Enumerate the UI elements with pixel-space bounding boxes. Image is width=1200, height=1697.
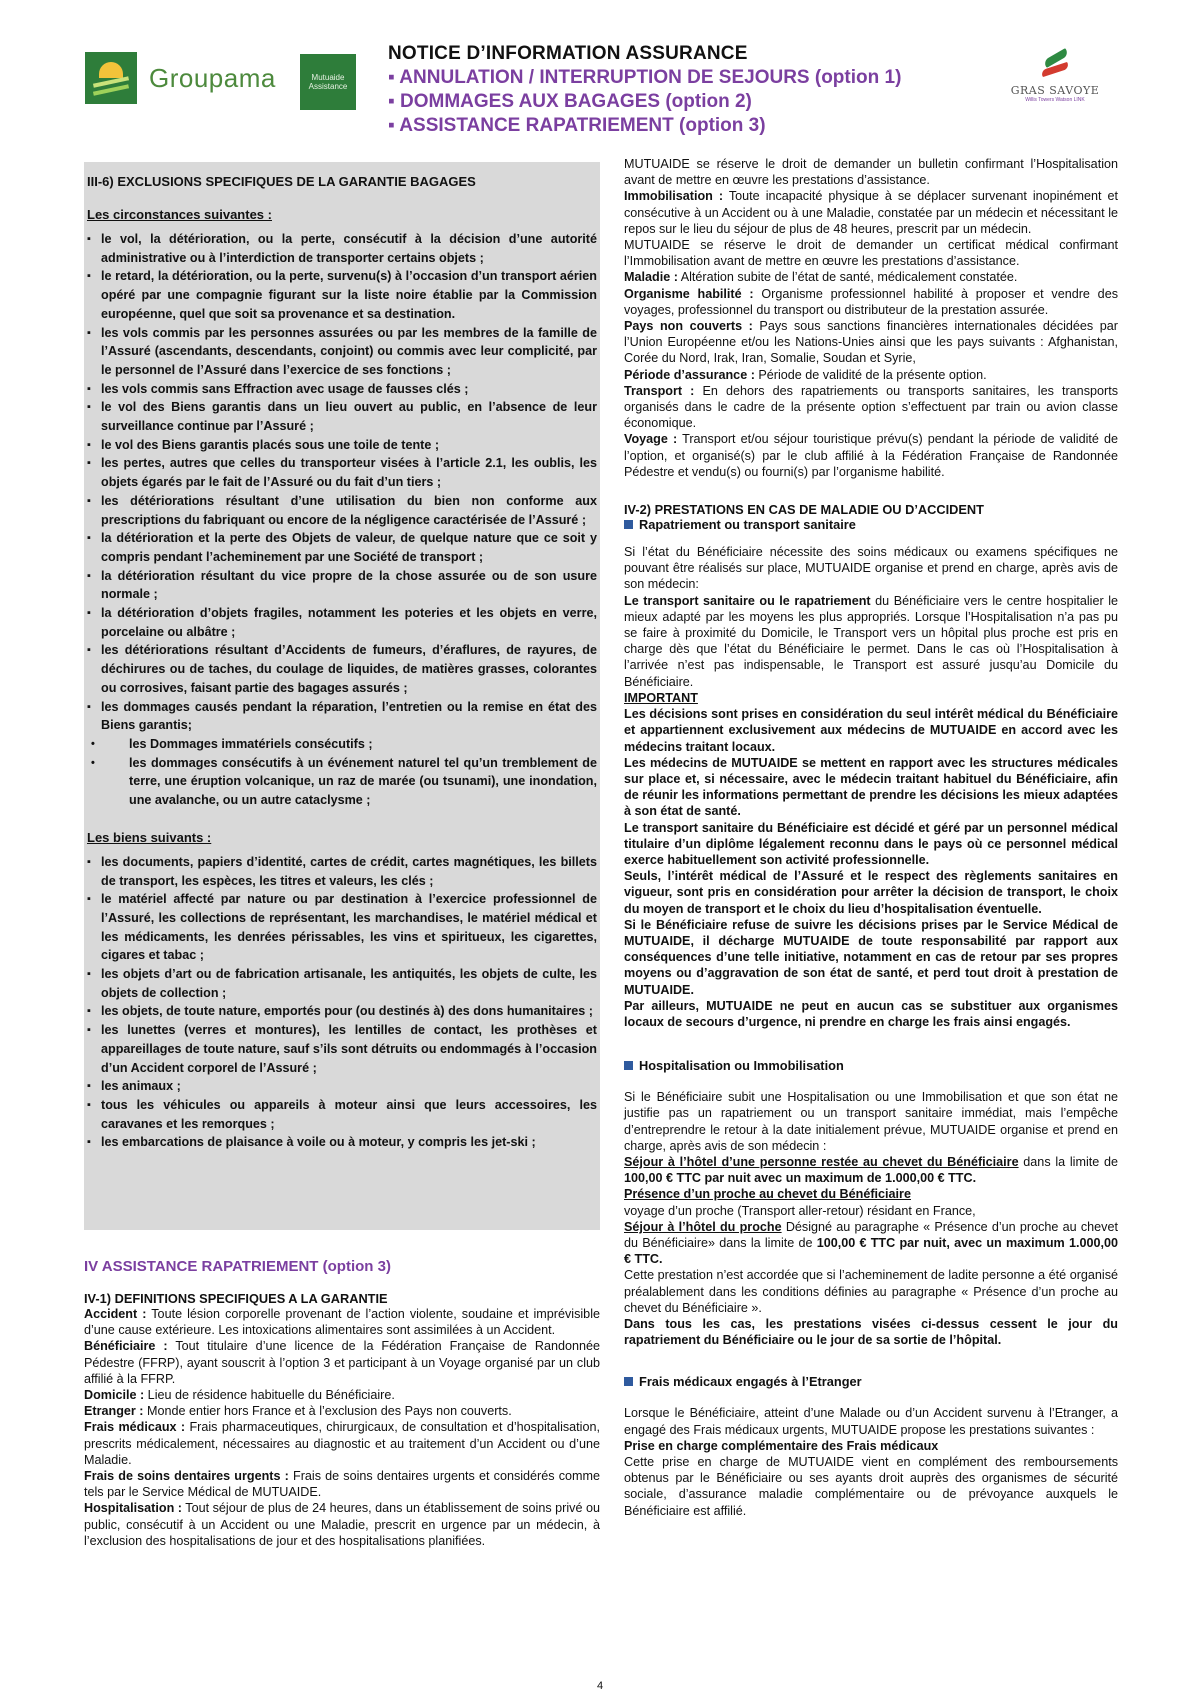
list-item: ▪ les pertes, autres que celles du transporteur visées à l’article 2.1, les oublis, les objets égarés par le fait de l’Assuré ou du fait d’un tiers ; bbox=[87, 454, 597, 491]
groupama-emblem-icon bbox=[85, 52, 137, 104]
gras-savoye-logo bbox=[995, 52, 1115, 103]
definition-term: Bénéficiaire : bbox=[84, 1339, 168, 1354]
definition-text: Monde entier hors France et à l’exclusion des Pays non couverts. bbox=[143, 1404, 512, 1419]
hotel-stay-item: Séjour à l’hôtel d’une personne restée au chevet du Bénéficiaire dans la limite de 100,00 € TTC par nuit avec un maximum de 1.000,00 € TTC. bbox=[624, 1154, 1118, 1186]
important-paragraph: Par ailleurs, MUTUAIDE ne peut en aucun cas se substituer aux organismes locaux de secours d’urgence, ni prendre en charge les frais ainsi engagés. bbox=[624, 998, 1118, 1029]
repatriation-heading: Rapatriement ou transport sanitaire bbox=[624, 517, 1118, 532]
definition-item bbox=[84, 1403, 600, 1419]
gras-savoye-emblem-icon bbox=[1035, 52, 1075, 80]
definition-term: Frais de soins dentaires urgents : bbox=[84, 1469, 289, 1484]
medical-costs-intro: Lorsque le Bénéficiaire, atteint d’une Malade ou d’un Accident survenu à l’Etranger, a engagé des Frais médicaux urgents, MUTUAIDE propose les prestations suivantes : bbox=[624, 1406, 1118, 1437]
circumstances-list bbox=[87, 230, 597, 810]
definition-text: Frais de soins dentaires urgents et considérés comme tels par le Service Médical de MUTUAIDE. bbox=[84, 1469, 600, 1500]
definition-term: Organisme habilité : bbox=[624, 286, 754, 301]
definition-item bbox=[84, 1306, 600, 1338]
relative-presence-text: voyage d’un proche (Transport aller-retour) résidant en France, bbox=[624, 1203, 976, 1218]
right-column bbox=[624, 156, 1118, 1519]
definition-term: Frais médicaux : bbox=[84, 1420, 186, 1435]
important-paragraph: Les décisions sont prises en considération du seul intérêt médical du Bénéficiaire et appartiennent exclusivement aux médecins de MUTUAIDE en accord avec les médecins traitant locaux. bbox=[624, 707, 1118, 754]
definition-term: Etranger : bbox=[84, 1404, 144, 1419]
definition-item bbox=[624, 286, 1118, 318]
list-item: ▪ les animaux ; bbox=[87, 1077, 597, 1096]
page-header bbox=[0, 0, 1200, 140]
definition-term: Domicile : bbox=[84, 1388, 145, 1403]
list-item: ▪ le vol, la détérioration, ou la perte, consécutif à la décision d’une autorité administrative ou à l’interdiction de transporter certains objets ; bbox=[87, 230, 597, 267]
definition-item bbox=[624, 318, 1118, 367]
subtitle-option-1: ▪ ANNULATION / INTERRUPTION DE SEJOURS (option 1) bbox=[388, 67, 902, 88]
important-paragraph: Si le Bénéficiaire refuse de suivre les décisions prises par le Service Médical de MUTUAIDE, il décharge MUTUAIDE de toute responsabilité par rapport aux conséquences d’une telle initiative, notamment en cas de retour par ses propres moyens ou d’aggravation de son état de santé, et perd tout droit à prestation de MUTUAIDE. bbox=[624, 917, 1118, 997]
list-item: ▪ les détériorations résultant d’Accidents de fumeurs, d’éraflures, de rayures, de déchirures ou de taches, du coulage de liquides, de matières grasses, colorantes ou corrosives, faisant partie des bagages assurés ; bbox=[87, 641, 597, 697]
definition-item bbox=[84, 1468, 600, 1500]
list-item: ▪ les objets, de toute nature, emportés pour (ou destinés à) des dons humanitaires ; bbox=[87, 1002, 597, 1021]
list-item: ▪ le vol des Biens garantis dans un lieu ouvert au public, en l’absence de leur surveillance continue par l’Assuré ; bbox=[87, 398, 597, 435]
section-iv1-title: IV-1) DEFINITIONS SPECIFIQUES A LA GARANTIE bbox=[84, 1291, 388, 1306]
list-item: ▪ les vols commis sans Effraction avec usage de fausses clés ; bbox=[87, 380, 597, 399]
medical-costs-heading: Frais médicaux engagés à l’Etranger bbox=[624, 1374, 1118, 1389]
list-item: ▪ le matériel affecté par nature ou par destination à l’exercice professionnel de l’Assuré, les collections de représentant, les marchandises, le matériel médical et les médicaments, les denrées périssables, les vins et spiritueux, les cigarettes, cigares et tabac ; bbox=[87, 890, 597, 965]
list-item: ▪ les lunettes (verres et montures), les lentilles de contact, les prothèses et appareillages de toute nature, sauf s’ils sont détruits ou endommagés à l’occasion d’un Accident corporel de l’Assuré ; bbox=[87, 1021, 597, 1077]
definition-item bbox=[84, 1419, 600, 1468]
subtitle-option-3: ▪ ASSISTANCE RAPATRIEMENT (option 3) bbox=[388, 115, 766, 136]
definition-item bbox=[84, 1500, 600, 1549]
medical-costs-subtitle: Prise en charge complémentaire des Frais médicaux bbox=[624, 1438, 939, 1453]
definition-item bbox=[624, 383, 1118, 432]
definition-text: Lieu de résidence habituelle du Bénéficiaire. bbox=[144, 1388, 395, 1403]
section-iv-title: IV ASSISTANCE RAPATRIEMENT (option 3) bbox=[84, 1258, 391, 1275]
definition-item bbox=[624, 431, 1118, 480]
list-item: • les Dommages immatériels consécutifs ; bbox=[87, 735, 597, 754]
definition-term: Hospitalisation : bbox=[84, 1501, 182, 1516]
bullet-square-icon bbox=[624, 520, 633, 529]
definition-text: MUTUAIDE se réserve le droit de demander un bulletin confirmant l’Hospitalisation avant de mettre en œuvre les prestations d’assistance. bbox=[624, 157, 1118, 188]
list-item: • les dommages consécutifs à un événement naturel tel qu’un tremblement de terre, une éruption volcanique, un raz de marée (ou tsunami), une inondation, une avalanche, ou un autre cataclysme ; bbox=[87, 754, 597, 810]
definition-text: Altération subite de l’état de santé, médicalement constatée. bbox=[677, 270, 1018, 285]
definition-text: Toute incapacité physique à se déplacer survenant inopinément et consécutive à un Accident ou à une Maladie, constatée par un médecin et nécessitant le repos sur le lieu du séjour de plus de 48 heures, prescrit par un médecin. bbox=[624, 189, 1118, 236]
gras-savoye-tagline: Willis Towers Watson LINK bbox=[1025, 97, 1085, 103]
definitions-list bbox=[84, 1306, 600, 1549]
definition-item bbox=[84, 1338, 600, 1387]
definition-term: Immobilisation : bbox=[624, 189, 724, 204]
goods-list bbox=[87, 853, 597, 1152]
list-item: ▪ les objets d’art ou de fabrication artisanale, les antiquités, les objets de culte, les objets de collection ; bbox=[87, 965, 597, 1002]
hospitalisation-condition: Cette prestation n’est accordée que si l’acheminement de ladite personne a été organisé préalablement dans les conditions définies au paragraphe « Présence d’un proche au chevet du Bénéficiaire ». bbox=[624, 1268, 1118, 1315]
exclusions-box bbox=[84, 162, 600, 1230]
list-item: ▪ la détérioration d’objets fragiles, notamment les poteries et les objets en verre, porcelaine ou albâtre ; bbox=[87, 604, 597, 641]
definition-term: Période d’assurance : bbox=[624, 367, 755, 382]
mutuaide-logo: Mutuaide Assistance bbox=[300, 54, 356, 110]
list-item: ▪ les embarcations de plaisance à voile ou à moteur, y compris les jet-ski ; bbox=[87, 1133, 597, 1152]
definition-item bbox=[624, 367, 1118, 383]
definition-text: Frais pharmaceutiques, chirurgicaux, de consultation et d’hospitalisation, prescrits médicalement, nécessaires au diagnostic et au traitement d’un Accident ou d’une Maladie. bbox=[84, 1420, 600, 1467]
definition-text: Pays sous sanctions financières internationales décidées par l’Union Européenne et/ou les Nations-Unies ainsi que les pays suivants : Afghanistan, Corée du Nord, Irak, Iran, Somalie, Soudan et Syrie, bbox=[624, 319, 1118, 366]
gras-savoye-name: GRAS SAVOYE bbox=[1010, 84, 1100, 97]
definitions-continued bbox=[624, 156, 1118, 480]
list-item: ▪ les dommages causés pendant la réparation, l’entretien ou la remise en état des Biens garantis; bbox=[87, 698, 597, 735]
groupama-name: Groupama bbox=[149, 62, 276, 93]
list-item: ▪ la détérioration résultant du vice propre de la chose assurée ou de son usure normale ; bbox=[87, 567, 597, 604]
hospitalisation-heading: Hospitalisation ou Immobilisation bbox=[624, 1058, 1118, 1073]
important-label: IMPORTANT bbox=[624, 690, 698, 705]
definition-text: Tout titulaire d’une licence de la Fédération Française de Randonnée Pédestre (FFRP), ayant souscrit à l’option 3 et participant à un Voyage organisé par un club affilié à la FFRP. bbox=[84, 1339, 600, 1386]
repatriation-intro: Si l’état du Bénéficiaire nécessite des soins médicaux ou examens spécifiques ne pouvant être réalisés sur place, MUTUAIDE organise et prend en charge, après avis de son médecin: bbox=[624, 545, 1118, 592]
groupama-logo bbox=[85, 52, 276, 104]
left-column bbox=[84, 162, 600, 1549]
list-item: ▪ les vols commis par les personnes assurées ou par les membres de la famille de l’Assuré (ascendants, descendants, conjoint) ou commis avec leur complicité, par le personnel de l’Assuré dans l’exercice de ses fonctions ; bbox=[87, 324, 597, 380]
list-item: ▪ les détériorations résultant d’une utilisation du bien non conforme aux prescriptions du fabriquant ou encore de la négligence caractérisée de l’Assuré ; bbox=[87, 492, 597, 529]
list-item: ▪ le retard, la détérioration, ou la perte, survenu(s) à l’occasion d’un transport aérien opéré par une compagnie figurant sur la liste noire établie par la Commission européenne, quel que soit sa provenance et sa destination. bbox=[87, 267, 597, 323]
important-paragraph: Seuls, l’intérêt médical de l’Assuré et le respect des règlements sanitaires en vigueur, sont pris en considération pour arrêter la décision de transport, le choix du moyen de transport et le choix du lieu d’hospitalisation éventuelle. bbox=[624, 869, 1118, 916]
definition-text: Tout séjour de plus de 24 heures, dans un établissement de soins privé ou public, consécutif à un Accident ou une Maladie, prescrit en urgence par un médecin, à l’exclusion des hospitalisations de jour et des hospitalisations planifiées. bbox=[84, 1501, 600, 1548]
section-iv2-title: IV-2) PRESTATIONS EN CAS DE MALADIE OU D’ACCIDENT bbox=[624, 502, 984, 518]
definition-term: Maladie : bbox=[624, 270, 678, 285]
goods-title: Les biens suivants : bbox=[87, 829, 212, 845]
bullet-square-icon bbox=[624, 1061, 633, 1070]
definition-text: MUTUAIDE se réserve le droit de demander un certificat médical confirmant l’Immobilisation avant de mettre en œuvre les prestations d’assistance. bbox=[624, 238, 1118, 269]
relative-hotel-item: Séjour à l’hôtel du proche Désigné au paragraphe « Présence d’un proche au chevet du Bénéficiaire» dans la limite de 100,00 € TTC par nuit, avec un maximum 1.000,00 € TTC. bbox=[624, 1219, 1118, 1267]
definition-item bbox=[624, 269, 1118, 285]
definition-term: Pays non couverts : bbox=[624, 319, 753, 334]
definition-term: Accident : bbox=[84, 1307, 147, 1321]
list-item: ▪ le vol des Biens garantis placés sous une toile de tente ; bbox=[87, 436, 597, 455]
relative-presence-title: Présence d’un proche au chevet du Bénéficiaire bbox=[624, 1187, 911, 1202]
page-number: 4 bbox=[596, 1680, 604, 1692]
important-paragraph: Les médecins de MUTUAIDE se mettent en rapport avec les structures médicales sur place et, si nécessaire, avec le médecin traitant habituel du Bénéficiaire, afin de réunir les informations permettant de prendre les décisions les mieux adaptées à son état de santé. bbox=[624, 755, 1118, 819]
document-title: NOTICE D’INFORMATION ASSURANCE bbox=[388, 43, 748, 64]
subtitle-option-2: ▪ DOMMAGES AUX BAGAGES (option 2) bbox=[388, 91, 752, 112]
hospitalisation-intro: Si le Bénéficiaire subit une Hospitalisation ou une Immobilisation et que son état ne justifie pas un rapatriement ou un transport sanitaire immédiat, mais l’empêche d’entreprendre le retour à la date initialement prévue, MUTUAIDE organise et prend en charge, après avis de son médecin : bbox=[624, 1090, 1118, 1153]
medical-costs-text: Cette prise en charge de MUTUAIDE vient en complément des remboursements obtenus par le Bénéficiaire ou ses ayants droit auprès des organismes de sécurité sociale, d’assurance maladie complémentaire ou de prévoyance auxquels le Bénéficiaire est affilié. bbox=[624, 1455, 1118, 1518]
important-paragraph: Le transport sanitaire du Bénéficiaire est décidé et géré par un personnel médical titulaire d’un diplôme légalement reconnu dans le pays où ce personnel médical exerce habituellement son activité professionnelle. bbox=[624, 820, 1118, 867]
definition-text: Période de validité de la présente option. bbox=[754, 367, 987, 382]
definition-item bbox=[624, 156, 1118, 188]
definition-term: Voyage : bbox=[624, 432, 678, 447]
list-item: ▪ tous les véhicules ou appareils à moteur ainsi que leurs accessoires, les caravanes et les remorques ; bbox=[87, 1096, 597, 1133]
circumstances-title: Les circonstances suivantes : bbox=[87, 207, 272, 222]
definition-item bbox=[624, 237, 1118, 269]
definition-text: En dehors des rapatriements ou transports sanitaires, les transports organisés dans le cadre de la présente option s’effectuent par train ou avion classe économique. bbox=[624, 383, 1118, 431]
document-title-block bbox=[388, 43, 901, 137]
definition-text: Transport et/ou séjour touristique prévu(s) pendant la période de validité de l’option, et organisé(s) par le club affilié à la Fédération Française de Randonnée Pédestre et vendu(s) ou fourni(s) par l’organisme habilité. bbox=[624, 432, 1119, 479]
definition-item bbox=[84, 1387, 600, 1403]
exclusions-title: III-6) EXCLUSIONS SPECIFIQUES DE LA GARANTIE BAGAGES bbox=[87, 174, 476, 189]
important-paragraphs bbox=[624, 706, 1118, 1030]
definition-term: Transport : bbox=[624, 383, 695, 398]
repatriation-transport: Le transport sanitaire ou le rapatriement du Bénéficiaire vers le centre hospitalier le mieux adapté par les moyens les plus appropriés. Lorsque l’Hospitalisation n’a pas pu se faire à proximité du Domicile, le Transport vers un hôpital plus proche est pris en charge dès que l’état du Bénéficiaire le permet. Dans le cas où l’Hospitalisation à l’arrivée n’est pas indispensable, le Transport est assuré jusqu’au Domicile du Bénéficiaire. bbox=[624, 593, 1119, 689]
hospitalisation-end: Dans tous les cas, les prestations visées ci-dessus cessent le jour du rapatriement du Bénéficiaire ou le jour de sa sortie de l’hôpital. bbox=[624, 1317, 1118, 1348]
list-item: ▪ la détérioration et la perte des Objets de valeur, de quelque nature que ce soit y compris pendant l’acheminement par une Société de transport ; bbox=[87, 529, 597, 566]
list-item: ▪ les documents, papiers d’identité, cartes de crédit, cartes magnétiques, les billets de transport, les espèces, les titres et valeurs, les clés ; bbox=[87, 853, 597, 890]
definition-text: Organisme professionnel habilité à proposer et vendre des voyages, professionnel du transport ou distributeur de la prestation assurée. bbox=[624, 286, 1118, 317]
definition-item bbox=[624, 188, 1118, 237]
definition-text: Toute lésion corporelle provenant de l’action violente, soudaine et imprévisible d’une cause extérieure. Les intoxications alimentaires sont assimilées à un Accident. bbox=[84, 1307, 600, 1338]
bullet-square-icon bbox=[624, 1377, 633, 1386]
